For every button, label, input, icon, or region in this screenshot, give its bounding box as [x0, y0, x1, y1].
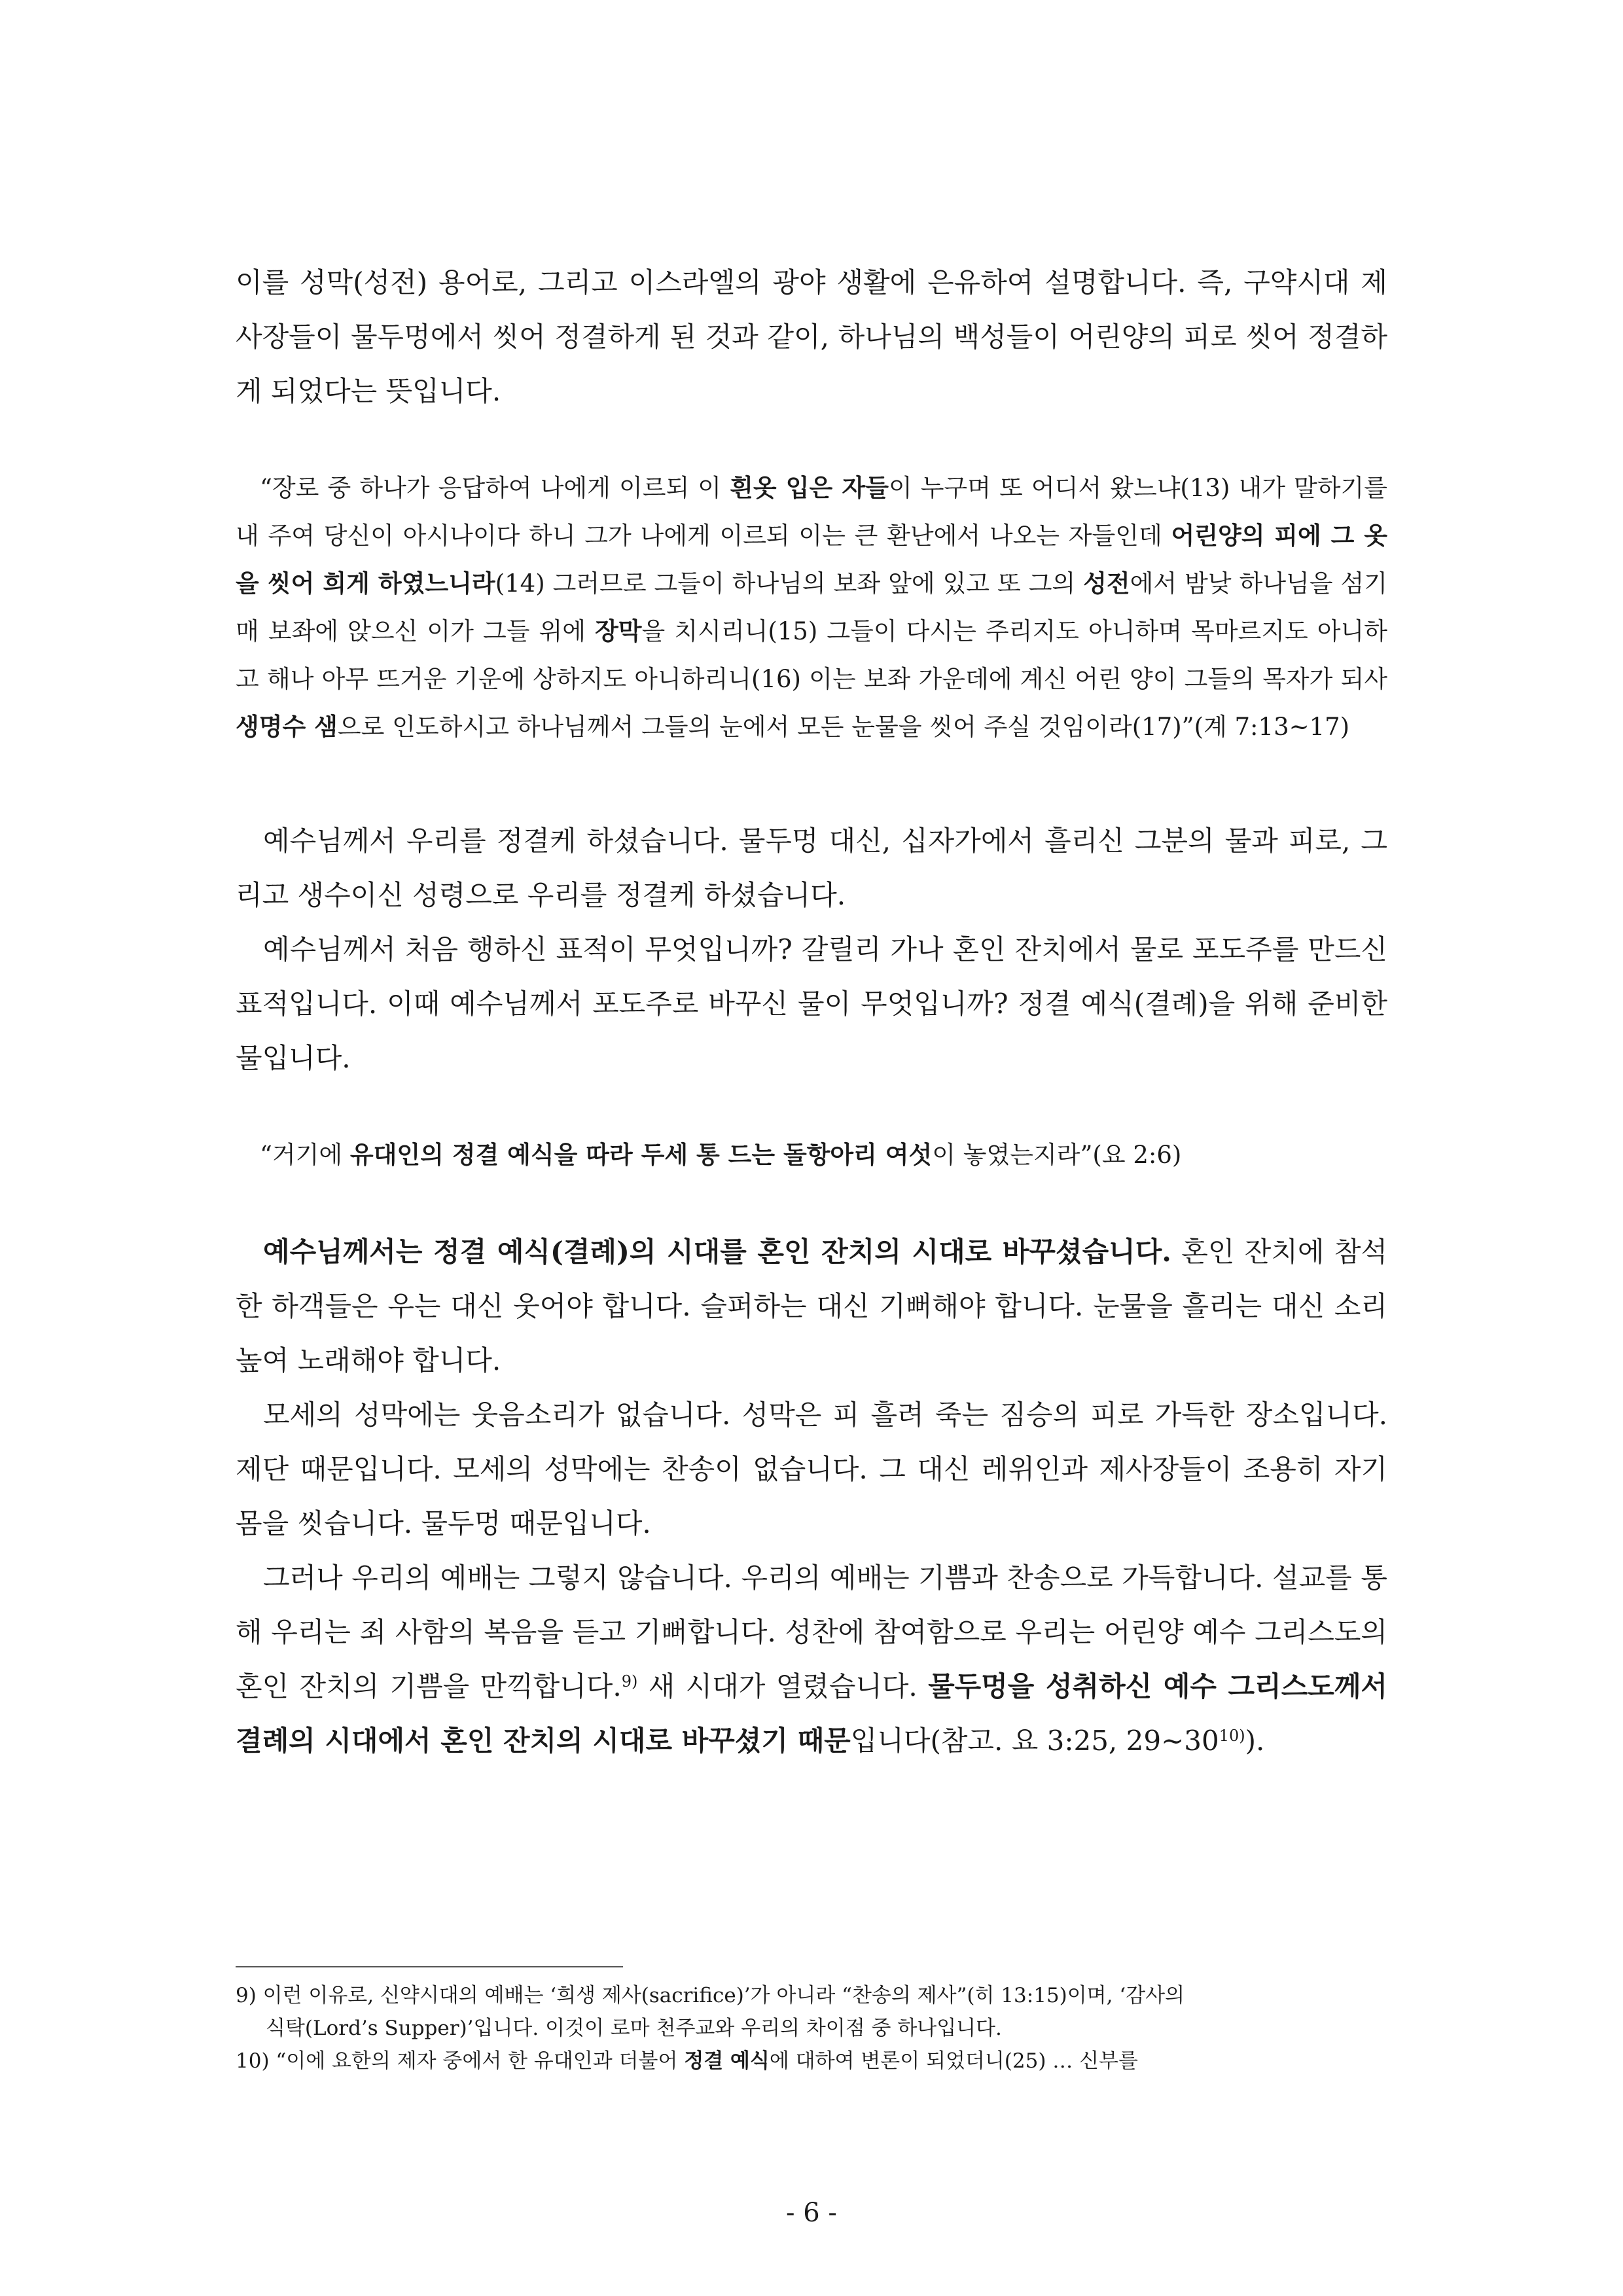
paragraph-1: 이를 성막(성전) 용어로, 그리고 이스라엘의 광야 생활에 은유하여 설명합니다. 즉, 구약시대 제사장들이 물두멍에서 씻어 정결하게 된 것과 같이, 하나님의 백성들이 어린양의 피로 씻어 정결하게 되었다는 뜻입니다.: [236, 266, 1387, 407]
footnote-ref-10[interactable]: 10): [1219, 1727, 1245, 1745]
footnote-9-line-1: 9) 이런 이유로, 신약시대의 예배는 ‘희생 제사(sacrifice)’가 아니라 “찬송의 제사”(히 13:15)이며, ‘감사의: [236, 1984, 1185, 2007]
paragraph-4: 예수님께서는 정결 예식(결례)의 시대를 혼인 잔치의 시대로 바꾸셨습니다. 혼인 잔치에 참석한 하객들은 우는 대신 웃어야 합니다. 슬퍼하는 대신 기뻐해야 합니다. 눈물을 흘리는 대신 소리 높여 노래해야 합니다.: [236, 1236, 1387, 1376]
quote-john: “거기에 유대인의 정결 예식을 따라 두세 통 드는 돌항아리 여섯이 놓였는지라”(요 2:6): [260, 1140, 1182, 1169]
footnote-divider: [236, 1966, 623, 1967]
paragraph-6: 그러나 우리의 예배는 그렇지 않습니다. 우리의 예배는 기쁨과 찬송으로 가득합니다. 설교를 통해 우리는 죄 사함의 복음을 듣고 기뻐합니다. 성찬에 참여함으로 우리는 어린양 예수 그리스도의 혼인 잔치의 기쁨을 만끽합니다.$^{9)}$ 새 시대가 열렸습니다. 물두멍을 성취하신 예수 그리스도께서 결례의 시대에서 혼인 잔치의 시대로 바꾸셨기 때문입니다(참고. 요 3:25, 29~30$^{10)}$).: [236, 1562, 1387, 1757]
paragraph-5: 모세의 성막에는 웃음소리가 없습니다. 성막은 피 흘려 죽는 짐승의 피로 가득한 장소입니다. 제단 때문입니다. 모세의 성막에는 찬송이 없습니다. 그 대신 레위인과 제사장들이 조용히 자기 몸을 씻습니다. 물두멍 때문입니다.: [236, 1399, 1387, 1539]
paragraph-3: 예수님께서 처음 행하신 표적이 무엇입니까? 갈릴리 가나 혼인 잔치에서 물로 포도주를 만드신 표적입니다. 이때 예수님께서 포도주로 바꾸신 물이 무엇입니까? 정결 예식(결례)을 위해 준비한 물입니다.: [236, 933, 1387, 1074]
quote-revelation: “장로 중 하나가 응답하여 나에게 이르되 이 흰옷 입은 자들이 누구며 또 어디서 왔느냐(13) 내가 말하기를 내 주여 당신이 아시나이다 하니 그가 나에게 이르되 이는 큰 환난에서 나오는 자들인데 어린양의 피에 그 옷을 씻어 희게 하였느니라(14) 그러므로 그들이 하나님의 보좌 앞에 있고 또 그의 성전에서 밤낮 하나님을 섬기매 보좌에 앉으신 이가 그들 위에 장막을 치시리니(15) 그들이 다시는 주리지도 아니하며 목마르지도 아니하고 해나 아무 뜨거운 기운에 상하지도 아니하리니(16) 이는 보좌 가운데에 계신 어린 양이 그들의 목자가 되사 생명수 샘으로 인도하시고 하나님께서 그들의 눈에서 모든 눈물을 씻어 주실 것임이라(17)”(계 7:13~17): [236, 473, 1388, 741]
footnote-9-line-2: 식탁(Lord’s Supper)’입니다. 이것이 로마 천주교와 우리의 차이점 중 하나입니다.: [266, 2017, 1002, 2040]
footnote-10: 10) “이에 요한의 제자 중에서 한 유대인과 더불어 정결 예식에 대하여 변론이 되었더니(25) … 신부를: [236, 2049, 1138, 2073]
page-body: [236, 255, 1387, 1768]
page-number: - 6 -: [786, 2198, 837, 2228]
footnotes: [236, 1979, 1387, 2077]
footnote-ref-9[interactable]: 9): [621, 1672, 638, 1691]
footnote-9: [236, 1979, 1387, 2045]
paragraph-2: 예수님께서 우리를 정결케 하셨습니다. 물두멍 대신, 십자가에서 흘리신 그분의 물과 피로, 그리고 생수이신 성령으로 우리를 정결케 하셨습니다.: [236, 825, 1387, 911]
